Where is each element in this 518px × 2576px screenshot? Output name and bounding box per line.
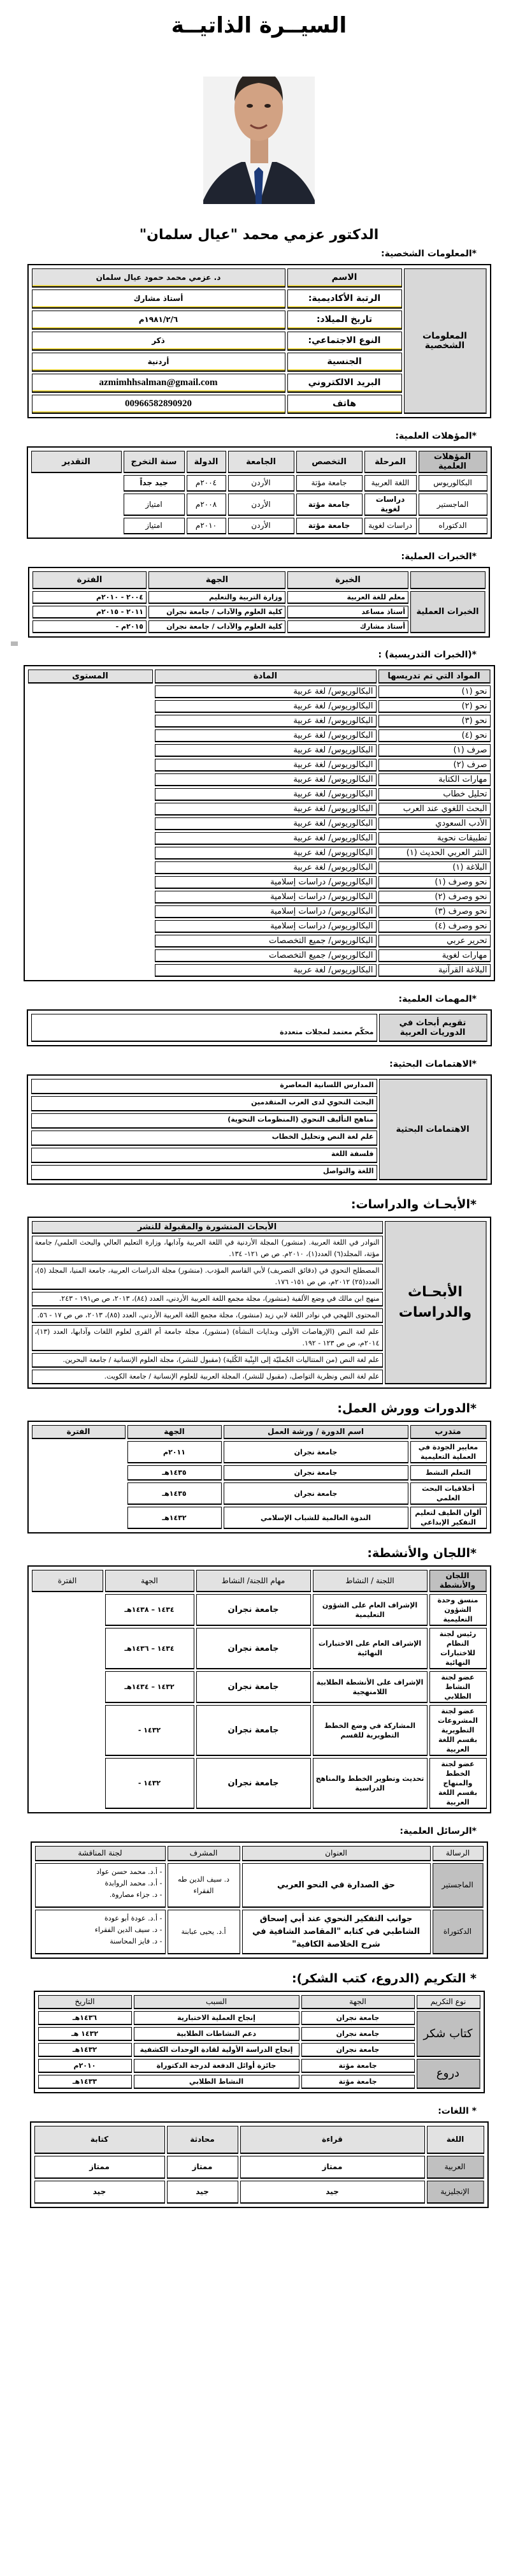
teaching-row [28,817,491,830]
personal-value: د. عزمي محمد حمود عيال سلمان [32,268,285,288]
experience-cell: ٢٠١١ - ٢٠١٥م [32,606,147,618]
teaching-cell: النثر العربي الحديث (١) [378,847,491,860]
personal-label: الرتبة الأكاديمية: [287,289,402,309]
course-cell: معايير الجودة في العملية التعليمية [410,1441,487,1463]
course-cell: ألوان الطيف لتعليم التفكير الإبداعي [410,1507,487,1529]
language-name: الإنجليزية [427,2181,484,2204]
qualifications-header-cell: التقدير [31,451,122,473]
committee-cell: جامعة نجران [196,1671,311,1703]
teaching-cell: البكالوريوس/ لغة عربية [155,788,377,801]
committee-cell: ١٤٣٢ - [105,1758,194,1809]
candidate-name: الدكتور عزمي محمد "عيال سلمان" [139,227,379,243]
experience-cell: ٢٠٠٤ - ٢٠١٠م [32,591,147,604]
teaching-cell: البكالوريوس/ لغة عربية [155,729,377,742]
research-header-row [32,1221,487,1234]
language-level: ممتاز [34,2156,165,2179]
qualification-cell: الأردن [228,475,294,492]
teaching-cell: تحليل خطاب [378,788,491,801]
language-level: جيد [167,2181,238,2204]
theses-header-cell: المشرف [168,1846,240,1861]
qualifications-header-cell: المرحلة [364,451,417,473]
interest-item: اللغة والتواصل [31,1165,377,1180]
languages-header-cell: اللغة [427,2126,484,2154]
language-level: جيد [34,2181,165,2204]
course-cell: جامعة نجران [224,1482,408,1505]
teaching-row [28,920,491,933]
honor-cell: جامعة نجران [301,2043,415,2057]
experience-header-blank [410,571,486,589]
committees-header-cell: الفترة [32,1570,103,1592]
honor-cell: ١٤٣٢ هـ [38,2027,132,2041]
teaching-cell: البكالوريوس/ دراسات إسلامية [155,891,377,904]
honor-row [38,2059,480,2073]
honor-cell: إنجاح العملية الاختبارية [134,2011,299,2025]
committee-cell: ١٤٣٤ – ١٤٣٦هـ [105,1628,194,1669]
experience-header-cell: الخبرة [287,571,408,589]
teaching-row [28,876,491,889]
teaching-row [28,847,491,860]
honor-cell: جامعة مؤتة [301,2059,415,2073]
teaching-cell: نحو وصرف (٣) [378,905,491,918]
teaching-row [28,905,491,918]
honor-cell: ١٤٣٦هـ [38,2011,132,2025]
personal-label: الاسم [287,268,402,288]
interest-row [31,1079,487,1094]
teaching-cell: تحرير عربي [378,935,491,948]
honor-cell: النشاط الطلابي [134,2075,299,2089]
honors-heading: * التكريم (الدروع، كتب الشكر): [291,1972,477,1986]
qualifications-header-cell: التخصص [296,451,363,473]
teaching-cell: مهارات الكتابة [378,773,491,786]
page-marker [11,641,18,646]
teaching-cell: البكالوريوس/ لغة عربية [155,964,377,977]
qualification-cell: دراسات لغوية [364,494,417,516]
experience-header-cell: الجهة [148,571,285,589]
teaching-cell: البكالوريوس/ لغة عربية [155,744,377,757]
honors-header-cell: التاريخ [38,1995,132,2009]
committee-cell: جامعة نجران [196,1594,311,1626]
tasks-side-label: تقويم أبحاث في الدوريات العربية [379,1014,487,1042]
teaching-row [28,949,491,962]
committee-cell: ١٤٣٤ – ١٤٣٨هـ [105,1594,194,1626]
research-column-header: الأبحاث المنشورة والمقبولة للنشر [32,1221,383,1234]
qualifications-header-cell: سنة التخرج [124,451,185,473]
teaching-cell: البكالوريوس/ لغة عربية [155,715,377,728]
honor-cell: إنجاح الدراسة الأولية لقادة الوحدات الكشفية [134,2043,299,2057]
course-cell: ٢٠١١م [127,1441,222,1463]
teaching-cell: البكالوريوس/ لغة عربية [155,759,377,772]
tasks-heading: *المهمات العلمية: [398,994,477,1004]
teaching-cell: البكالوريوس/ لغة عربية [155,817,377,830]
committees-table [27,1565,491,1813]
teaching-cell: البكالوريوس/ لغة عربية [155,847,377,860]
thesis-row [35,1863,484,1908]
course-cell: ١٤٣٥هـ [127,1482,222,1505]
course-cell: ١٤٣٥هـ [127,1465,222,1481]
interest-item: فلسفة اللغة [31,1148,377,1163]
qualification-cell: البكالوريوس [419,475,487,492]
personal-value: ١٩٨١/٢/٦م [32,311,285,330]
portrait-image [203,77,315,204]
teaching-cell: نحو (٤) [378,729,491,742]
course-cell: أخلاقيات البحث العلمي [410,1482,487,1505]
teaching-cell: البلاغة القرآنية [378,964,491,977]
honor-type: دروع [417,2059,480,2089]
courses-heading: *الدورات وورش العمل: [337,1401,477,1416]
interests-table [27,1074,492,1185]
course-cell: ١٤٣٢هـ [127,1507,222,1529]
experience-side-label: الخبرات العملية [410,591,486,633]
committee-cell: منسق وحدة الشؤون التعليمية [429,1594,487,1626]
teaching-cell: البكالوريوس/ دراسات إسلامية [155,876,377,889]
languages-header-cell: محادثة [167,2126,238,2154]
committee-cell: جامعة نجران [196,1758,311,1809]
qualifications-header-cell: الجامعة [228,451,294,473]
teaching-table [24,665,495,981]
committee-cell: رئيس لجنة النظام للاختبارات النهائية [429,1628,487,1669]
experience-table [28,567,490,638]
personal-label: تاريخ الميلاد: [287,311,402,330]
thesis-type: الدكتوراة [433,1910,484,1954]
honor-cell: جائزة أوائل الدفعة لدرجة الدكتوراة [134,2059,299,2073]
teaching-row [28,744,491,757]
teaching-row [28,759,491,772]
teaching-cell: البكالوريوس/ لغة عربية [155,700,377,713]
experience-cell: كلية العلوم والآداب / جامعة نجران [148,620,285,633]
research-item: المصطلح النحوي في (دقائق التصريف) لأبي القاسم المؤدب. (منشور) مجلة الدراسات العربية، جامعة المنيا، المجلد (٥)، العدد(٢٥) ٢٠١٢م، ص ص ١٥١- ١٧٦. [32,1264,383,1290]
languages-table [30,2121,489,2208]
research-side-label: الأبحـاث والدراسات [385,1221,487,1384]
committee-member: - د. فايز المحاسنة [110,1937,162,1945]
honors-header-cell: السبب [134,1995,299,2009]
committee-cell: عضو لجنة الخطط والمنهاج بقسم اللغة العربية [429,1758,487,1809]
committee-member: - أ.د. محمد الروابدة [104,1879,162,1887]
teaching-row [28,891,491,904]
committee-cell: جامعة نجران [196,1628,311,1669]
honor-cell: ١٤٣٣هـ [38,2075,132,2089]
personal-label: البريد الالكتروني [287,374,402,393]
honor-row [38,2043,480,2057]
qualifications-header-cell: الدولة [187,451,226,473]
qualification-cell: جيد جداً [124,475,185,492]
honors-table [34,1991,485,2093]
teaching-cell: نحو (٣) [378,715,491,728]
interest-item: مناهج التأليف النحوي (المنظومات النحوية) [31,1113,377,1129]
profile-photo [203,77,315,204]
research-item: علم لغة النص ونظرية التواصل، (مقبول للنشر)، المجلة العربية للعلوم الإنسانية / جامعة الكويت. [32,1370,383,1384]
thesis-title: جوانب التفكير النحوي عند أبي إسحاق الشاطبي في كتابه "المقاصد الشافية في شرح الخلاصة الكافية" [242,1910,431,1954]
teaching-cell: مهارات لغوية [378,949,491,962]
committees-side-label: اللجان والأنشطة [429,1570,487,1592]
personal-label: هاتف [287,395,402,414]
committee-member: - د. جزاء مصاروة. [109,1891,162,1899]
honor-cell: جامعة نجران [301,2011,415,2025]
qualification-cell: ٢٠١٠م [187,518,226,534]
committee-cell: ١٤٣٢ – ١٤٣٤هـ [105,1671,194,1703]
personal-row [32,268,487,288]
qualification-cell: اللغة العربية [364,475,417,492]
language-name: العربية [427,2156,484,2179]
teaching-row [28,832,491,845]
experience-cell: أستاذ مساعد [287,606,408,618]
committee-cell: ١٤٣٢ - [105,1705,194,1756]
qualifications-table [27,446,492,539]
course-cell: الندوة العالمية للشباب الإسلامي [224,1507,408,1529]
research-item: المحتوى اللهجي في نوادر اللغة لابي زيد (منشور)، مجلة مجمع اللغة العربية الأردني، العدد (٨٥)، ٢٠١٣، ص ص ١٧ - ٥٦. [32,1308,383,1323]
honor-row [38,2011,480,2025]
honor-type: كتاب شكر [417,2011,480,2057]
teaching-row [28,803,491,816]
qualification-cell: الأردن [228,494,294,516]
teaching-cell: نحو (١) [378,685,491,698]
personal-info-table [27,264,491,418]
qualification-cell: الدكتوراه [419,518,487,534]
committees-header-cell: مهام اللجنة/ النشاط [196,1570,311,1592]
personal-value: 00966582890920 [32,395,285,414]
qualification-cell: ٢٠٠٨م [187,494,226,516]
language-level: ممتاز [167,2156,238,2179]
committee-cell: تحديث وتطوير الخطط والمناهج الدراسية [313,1758,428,1809]
committee-member: - أ.د. محمد حسن عواد [96,1868,162,1876]
theses-heading: *الرسائل العلمية: [399,1826,477,1836]
experience-heading: *الخبرات العملية: [401,552,477,562]
qualification-cell: دراسات لغوية [364,518,417,534]
committee-cell: عضو لجنة المشروعات التطويرية بقسم اللغة العربية [429,1705,487,1756]
teaching-cell: البكالوريوس/ لغة عربية [155,861,377,874]
teaching-cell: البحث اللغوي عند العرب [378,803,491,816]
research-item: منهج ابن مالك في وضع الألفية (منشور)، مجلة مجمع اللغة العربية الأردني، العدد (٨٤)، ٢٠١٣، ص ص١٩١ - ٢٤٣. [32,1292,383,1306]
interests-side-label: الاهتمامات البحثية [379,1079,487,1180]
courses-table [27,1421,491,1533]
course-row [32,1465,487,1481]
language-row [34,2181,484,2204]
language-level: جيد [240,2181,425,2204]
theses-header-cell: العنوان [242,1846,431,1861]
course-row [32,1441,487,1463]
tasks-value: محكّم معتمد لمجلات متعددة [31,1014,377,1042]
course-cell: جامعة نجران [224,1441,408,1463]
honor-cell: ١٤٣٢هـ [38,2043,132,2057]
teaching-cell: البكالوريوس/ دراسات إسلامية [155,905,377,918]
experience-cell: ٢٠١٥م - [32,620,147,633]
committee-row [32,1594,487,1626]
languages-header-cell: كتابة [34,2126,165,2154]
teaching-row [28,964,491,977]
teaching-row [28,715,491,728]
teaching-row [28,685,491,698]
research-item: النوادر في اللغة العربية. (منشور) المجلة الأردنية في اللغة العربية وآدابها، وزارة التعليم العالي والبحث العلمي/ جامعة مؤتة، المجلد(٦) العدد(١)، ٢٠١٠م. ص ص ١٢١- ١٣٤. [32,1236,383,1262]
qualification-row [31,494,487,516]
committee-row [32,1671,487,1703]
thesis-committee [35,1863,166,1908]
courses-header-cell: الجهة [127,1425,222,1439]
language-row [34,2156,484,2179]
honor-cell: جامعة نجران [301,2027,415,2041]
personal-label: النوع الاجتماعي: [287,332,402,351]
honor-cell: جامعة مؤتة [301,2075,415,2089]
theses-table [31,1841,488,1959]
honor-cell: دعم النشاطات الطلابية [134,2027,299,2041]
teaching-cell: صرف (٢) [378,759,491,772]
teaching-cell: البكالوريوس/ لغة عربية [155,685,377,698]
committee-cell: عضو لجنة النشاط الطلابي [429,1671,487,1703]
committee-cell: الإشراف العام على الشؤون التعليمية [313,1594,428,1626]
experience-header-cell: الفترة [32,571,147,589]
experience-cell: كلية العلوم والآداب / جامعة نجران [148,606,285,618]
teaching-row [28,861,491,874]
teaching-cell: نحو وصرف (١) [378,876,491,889]
committee-cell: المشاركة في وضع الخطط التطويرية للقسم [313,1705,428,1756]
teaching-header-cell: المستوى [28,670,153,684]
teaching-row [28,700,491,713]
committee-row [32,1758,487,1809]
personal-value: ذكر [32,332,285,351]
committee-row [32,1628,487,1669]
theses-header-cell: الرسالة [433,1846,484,1861]
teaching-row [28,729,491,742]
courses-header-cell: اسم الدورة / ورشة العمل [224,1425,408,1439]
teaching-cell: نحو (٢) [378,700,491,713]
teaching-cell: البكالوريوس/ جميع التخصصات [155,949,377,962]
honor-cell: ٢٠١٠م [38,2059,132,2073]
honors-header-cell: نوع التكريم [417,1995,480,2009]
teaching-header-cell: المادة [155,670,377,684]
honor-row [38,2075,480,2089]
page-title: السيــرة الذاتيــة [171,13,347,38]
thesis-supervisor: د. سيف الدين طه الفقراء [168,1863,240,1908]
teaching-cell: تطبيقات نحوية [378,832,491,845]
qualifications-side-label: المؤهلات العلمية [419,451,487,473]
experience-cell: أستاذ مشارك [287,620,408,633]
teaching-cell: البكالوريوس/ لغة عربية [155,773,377,786]
interests-heading: *الاهتمامات البحثية: [389,1059,477,1069]
teaching-cell: الأدب السعودي [378,817,491,830]
teaching-cell: نحو وصرف (٤) [378,920,491,933]
experience-cell: وزارة التربية والتعليم [148,591,285,604]
course-cell: التعلم النشط [410,1465,487,1481]
personal-side-label: المعلومات الشخصية [404,268,487,414]
teaching-cell: البلاغة (١) [378,861,491,874]
committees-header-cell: الجهة [105,1570,194,1592]
personal-heading: *المعلومات الشخصية: [380,249,477,259]
teaching-row [28,773,491,786]
tasks-table [27,1009,492,1046]
qualification-cell: جامعة مؤتة [296,518,363,534]
qualifications-heading: *المؤهلات العلمية: [395,431,477,441]
language-level: ممتاز [240,2156,425,2179]
committee-member: - د. سيف الدين الفقراء [94,1926,162,1934]
qualification-cell: الأردن [228,518,294,534]
teaching-side-label: المواد التي تم تدريسها [378,670,491,684]
qualification-cell: امتياز [124,494,185,516]
teaching-cell: البكالوريوس/ دراسات إسلامية [155,920,377,933]
research-heading: *الأبحـاث والدراسات: [350,1197,477,1211]
teaching-cell: صرف (١) [378,744,491,757]
personal-value: أستاذ مشارك [32,289,285,309]
teaching-cell: نحو وصرف (٢) [378,891,491,904]
qualification-row [31,475,487,492]
theses-header-cell: لجنة المناقشة [35,1846,166,1861]
committee-cell: الإشراف على الأنشطة الطلابية اللامنهجية [313,1671,428,1703]
qualification-row [31,518,487,534]
committee-row [32,1705,487,1756]
interest-item: البحث النحوي لدى العرب المتقدمين [31,1096,377,1111]
thesis-committee [35,1910,166,1954]
thesis-supervisor: أ.د. يحيى عبابنة [168,1910,240,1954]
committees-heading: *اللجان والأنشطة: [367,1546,477,1560]
interest-item: المدارس اللسانية المعاصرة [31,1079,377,1094]
languages-header-cell: قراءة [240,2126,425,2154]
languages-heading: * اللغات: [438,2106,477,2116]
committee-member: - أ.د. عودة أبو عودة [104,1914,162,1922]
committees-header-cell: اللجنة / النشاط [313,1570,428,1592]
courses-header-cell: الفترة [32,1425,126,1439]
personal-value: azmimhhsalman@gmail.com [32,374,285,393]
experience-cell: معلم للغة العربية [287,591,408,604]
personal-value: أردنية [32,353,285,372]
teaching-cell: البكالوريوس/ لغة عربية [155,832,377,845]
thesis-row [35,1910,484,1954]
qualification-cell: جامعة مؤتة [296,475,363,492]
committee-cell: الإشراف العام على الاختبارات النهائية [313,1628,428,1669]
committee-cell: جامعة نجران [196,1705,311,1756]
qualification-cell: جامعة مؤتة [296,494,363,516]
honors-header-cell: الجهة [301,1995,415,2009]
research-item: علم لغة النص (الإرهاصات الأولى وبدايات النشأة) (منشور)، مجلة جامعة أم القرى لعلوم اللغات وآدابها، العدد (١٣)، ٢٠١٤م، ص ص ١٢٣ - ١٩٢. [32,1325,383,1351]
research-item: علم لغة النص (من المتتاليات الجُمليّة إلى البِنْية الكُلية) (مقبول للنشر)، مجلة العلوم الإنسانية / جامعة البحرين. [32,1353,383,1368]
teaching-heading: *(الخبرات التدريسية) : [378,650,477,660]
personal-label: الجنسية [287,353,402,372]
teaching-cell: البكالوريوس/ لغة عربية [155,803,377,816]
research-table [27,1217,491,1389]
thesis-title: حق الصدارة في النحو العربي [242,1863,431,1908]
experience-row [32,591,486,604]
qualification-cell: الماجستير [419,494,487,516]
course-cell: جامعة نجران [224,1465,408,1481]
teaching-row [28,935,491,948]
thesis-type: الماجستير [433,1863,484,1908]
qualification-cell: ٢٠٠٤م [187,475,226,492]
course-row [32,1507,487,1529]
courses-side-label: متدرب [410,1425,487,1439]
course-row [32,1482,487,1505]
qualification-cell: امتياز [124,518,185,534]
interest-item: علم لغة النص وتحليل الخطاب [31,1131,377,1146]
teaching-row [28,788,491,801]
honor-row [38,2027,480,2041]
teaching-cell: البكالوريوس/ جميع التخصصات [155,935,377,948]
